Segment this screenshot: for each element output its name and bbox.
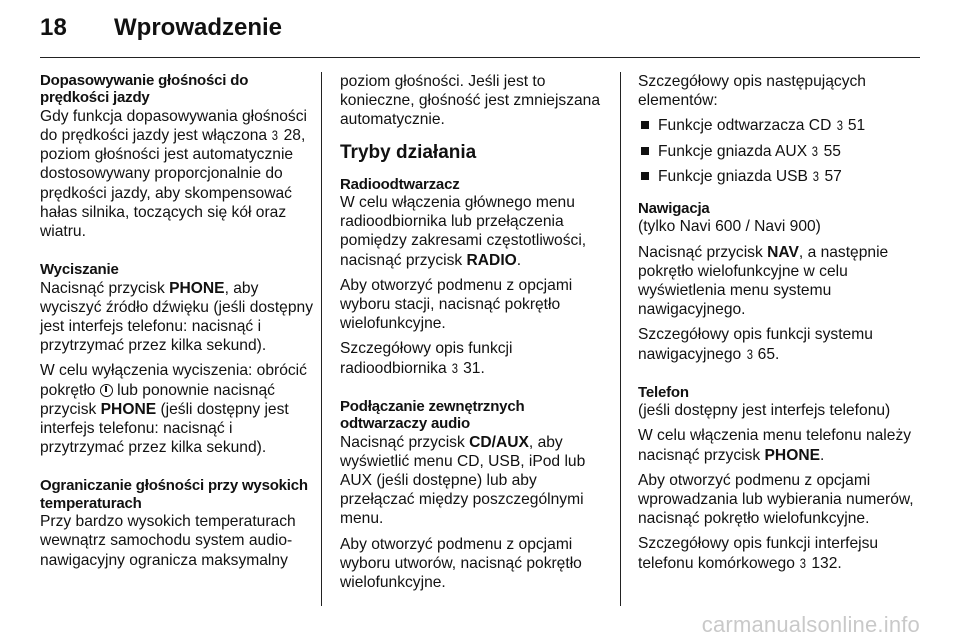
paragraph: Przy bardzo wysokich temperaturach wewnątrz samochodu system audio-nawigacyjny ogranicza maksymalny [40,513,296,569]
chapter-title: Wprowadzenie [114,14,283,41]
text: , aby wyciszyć źródło dźwięku (jeśli dostępny jest interfejs telefonu: nacisnąć i przytrzymać przez kilka sekund). [40,279,313,355]
page-header [40,14,282,50]
reference-page-number: 28 [283,127,301,145]
page-reference[interactable] [812,167,842,186]
subsection-heading: Ograniczanie głośności przy wysokich temperaturach [40,477,308,512]
reference-page-number: 51 [847,117,866,135]
arrow-right-icon: 3 [812,142,819,159]
page-reference[interactable] [271,126,301,145]
text: Funkcje gniazda AUX [658,142,812,160]
paragraph [638,243,914,320]
section-heading: Tryby działania [340,141,477,163]
subsection-heading: Radioodtwarzacz [340,175,460,193]
column-divider [321,72,322,606]
button-label-cd-aux: CD/AUX [469,433,529,451]
text: , aby wyświetlić menu CD, USB, iPod lub AUX (jeśli dostępne) lub aby przełączać między poszczególnymi menu. [340,433,586,528]
arrow-right-icon: 3 [800,554,807,571]
list-item [638,142,914,161]
subsection-heading: Wyciszanie [40,261,119,279]
button-label-phone: PHONE [169,279,225,297]
text: Szczegółowy opis funkcji radioodbiornika [340,340,513,377]
reference-page-number: 31 [463,359,481,377]
arrow-right-icon: 3 [746,345,753,362]
text: Szczegółowy opis funkcji interfejsu telefonu komórkowego [638,535,879,572]
text: Funkcje gniazda USB [658,167,813,185]
button-label-phone: PHONE [100,400,157,418]
column-left [40,72,314,576]
subsection-heading: Telefon [638,383,689,401]
watermark: carmanualsonline.info [701,612,920,637]
column-divider [620,72,621,606]
button-label-radio: RADIO [466,251,517,269]
paragraph [40,107,314,241]
header-rule [40,57,920,58]
paragraph [40,361,314,457]
paragraph: Szczegółowy opis następujących elementów: [638,73,866,110]
button-label-phone: PHONE [764,446,820,464]
paragraph [340,433,614,529]
text: . [480,359,485,377]
page-number: 18 [40,14,68,41]
reference-page-number: 65 [757,345,775,363]
bullet-square-icon [641,172,649,180]
arrow-right-icon: 3 [813,167,820,184]
text: . [837,554,842,572]
paragraph [340,193,614,270]
paragraph: (tylko Navi 600 / Navi 900) [638,218,821,236]
page-reference[interactable] [799,554,837,573]
paragraph [638,325,914,363]
reference-page-number: 55 [823,142,841,160]
paragraph: Aby otworzyć podmenu z opcjami wyboru utworów, nacisnąć pokrętło wielofunkcyjne. [340,535,582,592]
arrow-right-icon: 3 [272,127,279,144]
paragraph [638,534,914,572]
paragraph [638,426,914,464]
text: Gdy funkcja dopasowywania głośności do prędkości jazdy jest włączona [40,107,307,145]
list-item [638,116,914,135]
bullet-list [638,116,914,186]
page-reference[interactable] [746,345,776,364]
paragraph: Aby otworzyć podmenu z opcjami wprowadzania lub wybierania numerów, nacisnąć pokrętło wielofunkcyjne. [638,471,914,528]
text: Funkcje odtwarzacza CD [658,117,836,135]
list-item [638,167,914,186]
text: W celu włączenia głównego menu radioodbiornika lub przełączenia pomiędzy zakresami częstotliwości, nacisnąć przycisk [340,194,587,269]
page-reference[interactable] [451,359,481,378]
bullet-square-icon [641,121,649,129]
subsection-heading: Nawigacja [638,200,710,218]
paragraph [340,339,614,377]
button-label-nav: NAV [767,243,799,261]
arrow-right-icon: 3 [451,359,458,376]
text: , poziom głośności jest automatycznie dostosowywany proporcjonalnie do prędkości jazdy, aby skompensować hałas silnika, toczących się kół oraz wiatru. [40,127,306,241]
text: W celu włączenia menu telefonu należy nacisnąć przycisk [638,427,912,464]
column-middle [340,72,614,598]
text: . [820,446,825,464]
text: Nacisnąć przycisk [638,243,768,261]
paragraph: poziom głośności. Jeśli jest to konieczne, głośność jest zmniejszana automatycznie. [340,73,601,129]
volume-knob-icon [100,384,113,397]
subsection-heading: Dopasowywanie głośności do prędkości jazdy [40,72,249,107]
text: Nacisnąć przycisk [340,433,470,451]
reference-page-number: 57 [824,167,842,185]
text: (jeśli dostępny jest interfejs telefonu: nacisnąć i przytrzymać przez kilka sekund). [40,400,289,457]
arrow-right-icon: 3 [836,117,843,134]
paragraph [40,279,314,356]
page-reference[interactable] [811,142,841,161]
text: W celu wyłączenia wyciszenia: obrócić pokrętło [40,362,307,399]
text: Nacisnąć przycisk [40,279,170,297]
text: . [775,345,780,363]
paragraph: (jeśli dostępny jest interfejs telefonu) [638,402,891,420]
text: Szczegółowy opis funkcji systemu nawigacyjnego [638,326,873,363]
text: , a następnie pokrętło wielofunkcyjne w celu wyświetlenia menu systemu nawigacyjnego. [638,243,889,319]
text: lub ponownie nacisnąć przycisk [40,381,275,418]
page-reference[interactable] [836,116,866,135]
column-right [638,72,914,579]
reference-page-number: 132 [811,554,838,572]
paragraph: Aby otworzyć podmenu z opcjami wyboru stacji, nacisnąć pokrętło wielofunkcyjne. [340,276,573,333]
text: . [516,251,522,269]
bullet-square-icon [641,147,649,155]
subsection-heading: Podłączanie zewnętrznych odtwarzaczy audio [340,397,525,433]
